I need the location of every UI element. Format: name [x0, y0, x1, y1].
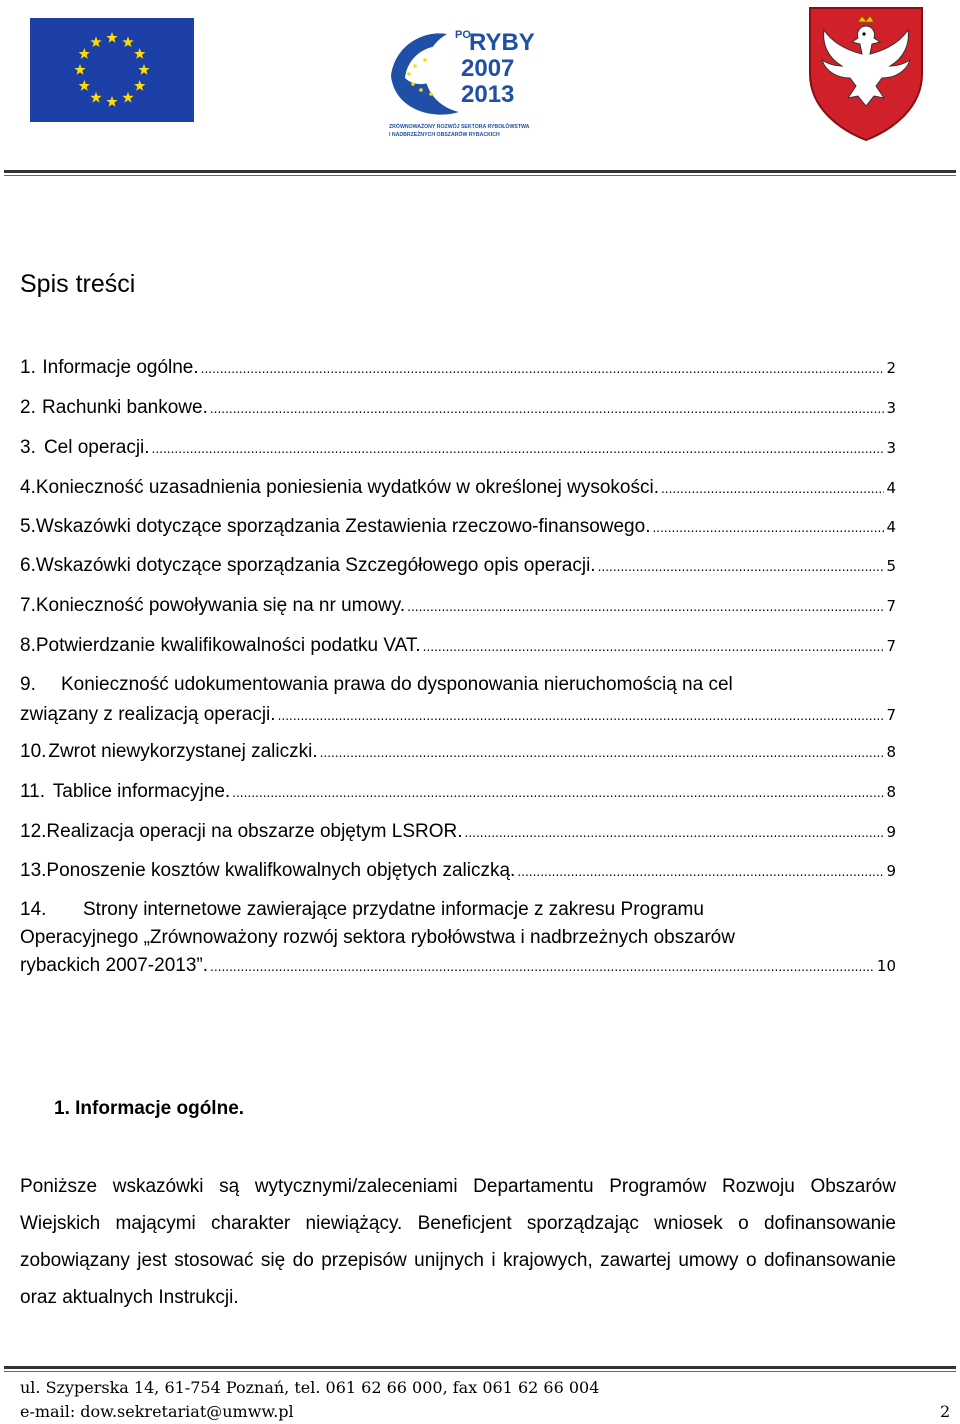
logo-ryby-text: RYBY [469, 29, 535, 56]
footer-address: ul. Szyperska 14, 61-754 Poznań, tel. 061 62 66 000, fax 061 62 66 004 [20, 1378, 600, 1397]
footer-rule-thin [4, 1371, 956, 1372]
toc-entry-9[interactable]: 9. Konieczność udokumentowania prawa do dysponowania nieruchomością na cel związany z realizacją operacji. ..... 7 [20, 671, 896, 728]
toc-entry-6[interactable]: 6. Wskazówki dotyczące sporządzania Szczegółowego opis operacji. ..... 5 [20, 552, 896, 581]
toc-title: Spis treści [20, 270, 136, 298]
toc-entry-8[interactable]: 8. Potwierdzanie kwalifikowalności podatku VAT. ..... 7 [20, 632, 896, 661]
header-rule-thin [4, 175, 956, 176]
logo-caption-2: I NADBRZEŻNYCH OBSZARÓW RYBACKICH [389, 132, 500, 138]
toc-entry-11[interactable]: 11. Tablice informacyjne. ..... 8 [20, 778, 896, 807]
logo-year-2013: 2013 [461, 81, 515, 108]
section-body-paragraph: Poniższe wskazówki są wytycznymi/zaleceniami Departamentu Programów Rozwoju Obszarów Wiejskich mającymi charakter niewiążący. Beneficjent sporządzając wniosek o dofinansowanie zobowiązany jest stosować się do przepisów unijnych i krajowych, zawartej umowy o dofinansowanie oraz aktualnych Instrukcji. [20, 1176, 896, 1308]
toc-entry-5[interactable]: 5. Wskazówki dotyczące sporządzania Zestawienia rzeczowo-finansowego. ..... 4 [20, 513, 896, 542]
logo-po-text: PO [455, 29, 471, 41]
footer-email[interactable]: e-mail: dow.sekretariat@umww.pl [20, 1402, 294, 1421]
toc-entry-2[interactable]: 2. Rachunki bankowe. ..... 3 [20, 394, 896, 423]
header-rule-thick [4, 170, 956, 173]
logo-caption-1: ZRÓWNOWAŻONY ROZWÓJ SEKTORA RYBOŁÓWSTWA [389, 124, 530, 130]
section-heading-informacje-ogolne: 1. Informacje ogólne. [54, 1098, 245, 1119]
page-number: 2 [940, 1402, 951, 1421]
toc-entry-3[interactable]: 3. Cel operacji. ..... 3 [20, 434, 896, 463]
toc-entry-1[interactable]: 1. Informacje ogólne. ..... 2 [20, 354, 896, 383]
toc-entry-10[interactable]: 10. Zwrot niewykorzystanej zaliczki. ..... 8 [20, 738, 896, 767]
toc-entry-13[interactable]: 13. Ponoszenie kosztów kwalifkowalnych objętych zaliczką. ..... 9 [20, 857, 896, 886]
eu-flag-logo [30, 18, 194, 122]
logo-year-2007: 2007 [461, 55, 515, 82]
toc-entry-12[interactable]: 12. Realizacja operacji na obszarze objętym LSROR. ..... 9 [20, 818, 896, 847]
toc-entry-14[interactable]: 14. Strony internetowe zawierające przydatne informacje z zakresu Programu Operacyjnego „Zrównoważony rozwój sektora rybołówstwa i nadbrzeżnych obszarów rybackich 2007-2013”. ..... 10 [20, 896, 896, 981]
po-ryby-logo [385, 24, 535, 142]
wielkopolska-crest-icon [806, 4, 926, 142]
toc-entry-4[interactable]: 4. Konieczność uzasadnienia poniesienia wydatków w określonej wysokości. ..... 4 [20, 474, 896, 503]
footer-rule-thick [4, 1366, 956, 1369]
toc-entry-7[interactable]: 7. Konieczność powoływania się na nr umowy. ..... 7 [20, 592, 896, 621]
